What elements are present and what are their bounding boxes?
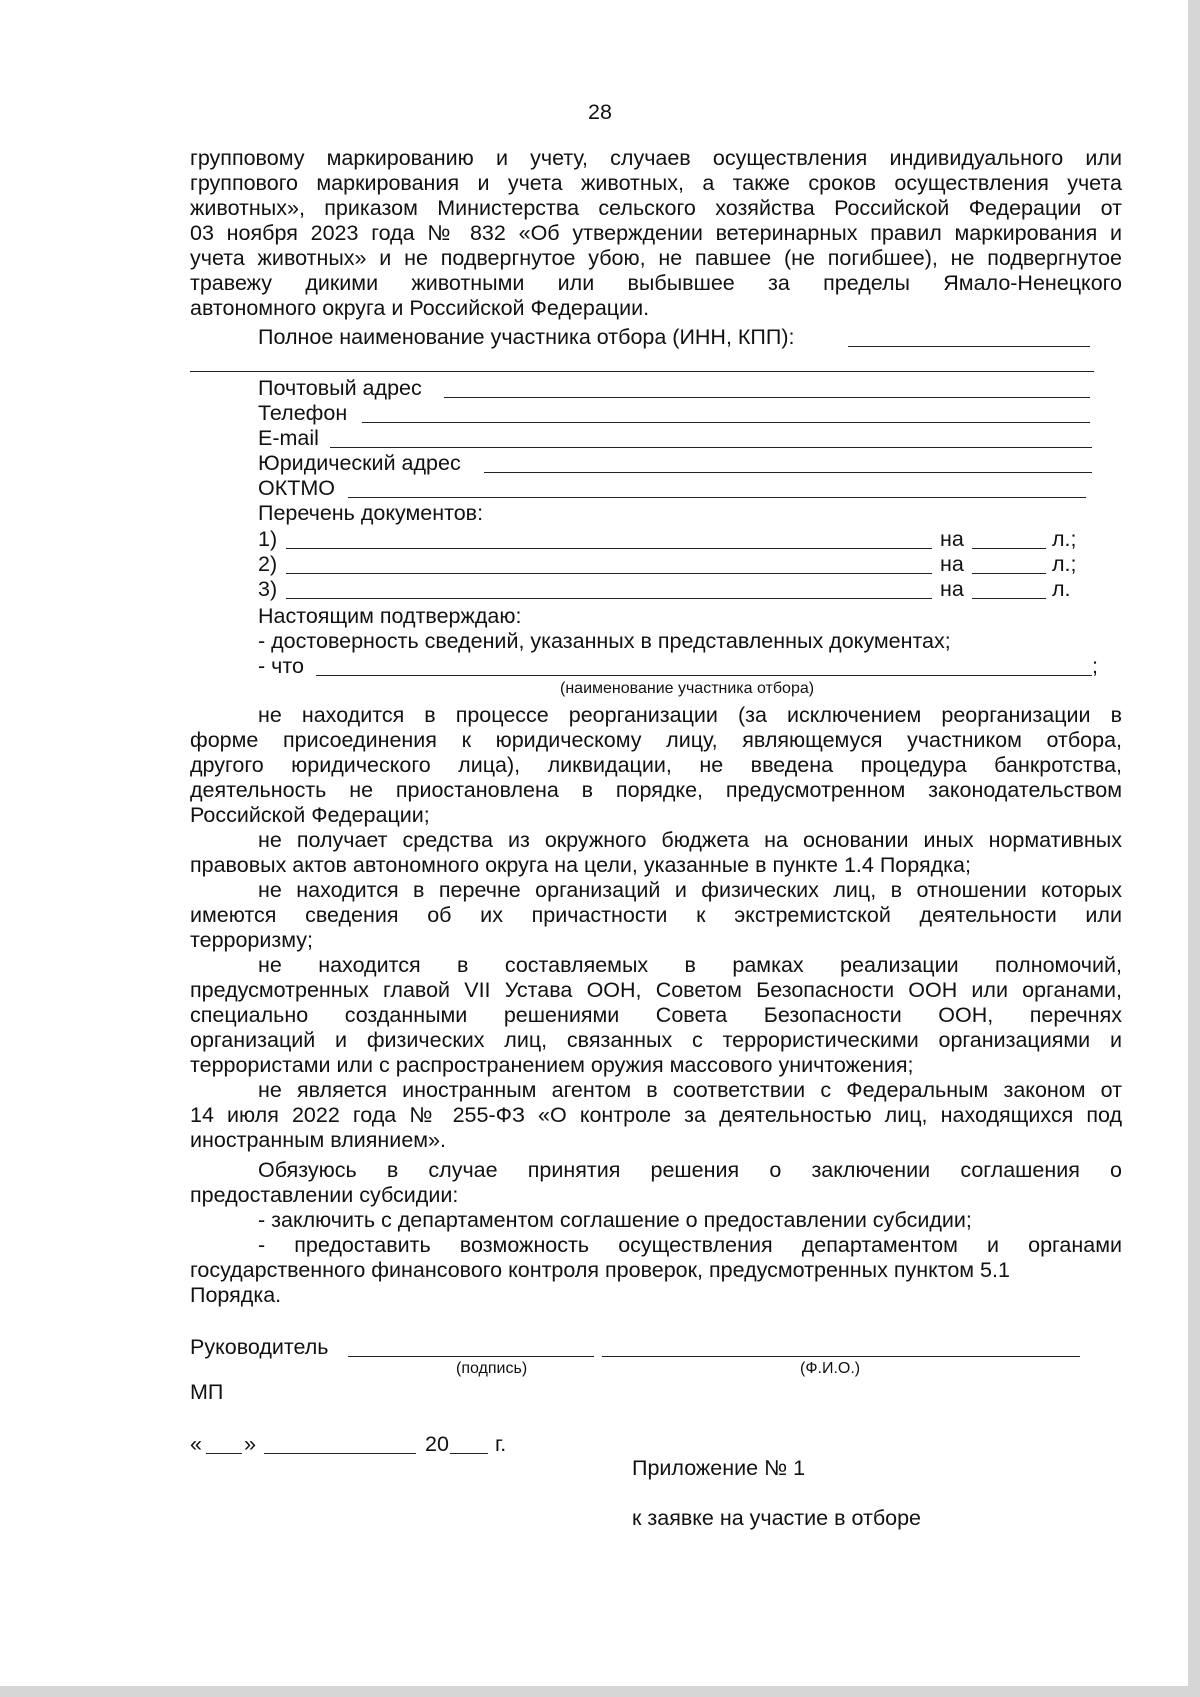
document-2-unit: л.; [1052,552,1077,576]
participant-name-field[interactable] [316,675,1092,676]
text-line: организаций и физических лиц, связанных с террористическими организациями и [190,1028,1122,1052]
confirm-item-end: ; [1092,654,1098,678]
legal-address-label: Юридический адрес [258,451,461,475]
text-line: травежу дикими животными или выбывшее за пределы Ямало-Ненецкого [190,271,1122,295]
document-2-na: на [940,552,964,576]
text-line: предоставлении субсидии: [190,1183,459,1207]
email-label: E-mail [258,426,319,450]
text-line: предусмотренных главой VII Устава ООН, Советом Безопасности ООН или органами, [190,978,1122,1002]
budget-paragraph [190,828,1122,878]
text-line: деятельность не приостановлена в порядке, предусмотренном законодательством [190,778,1122,802]
text-line: - предоставить возможность осуществления департаментом и органами [258,1233,1122,1257]
document-2-pages-field[interactable] [972,573,1046,574]
text-line: террористами или с распространением оружия массового уничтожения; [190,1053,914,1077]
text-line: животных», приказом Министерства сельского хозяйства Российской Федерации от [190,196,1122,220]
appendix-title: Приложение № 1 [632,1456,806,1480]
email-field[interactable] [330,447,1092,448]
text-line: Порядка. [190,1283,282,1307]
document-3-number: 3) [258,577,278,601]
text-line: группового маркирования и учета животных, а также сроков осуществления учета [190,171,1122,195]
document-3-name-field[interactable] [286,598,932,599]
fio-field[interactable] [602,1356,1080,1357]
confirm-label: Настоящим подтверждаю: [258,604,522,628]
obligation-paragraph [190,1158,1122,1208]
text-line: групповому маркированию и учету, случаев осуществления индивидуального или [190,146,1122,170]
un-sanctions-paragraph [190,953,1122,1078]
signature-caption: (подпись) [456,1360,528,1377]
phone-field[interactable] [362,422,1090,423]
date-year-field[interactable] [450,1453,488,1454]
oktmo-field[interactable] [348,497,1086,498]
text-line: не находится в составляемых в рамках реализации полномочий, [258,953,1122,977]
fio-caption: (Ф.И.О.) [800,1360,861,1377]
text-line: правовых актов автономного округа на цели, указанные в пункте 1.4 Порядка; [190,853,971,877]
date-day-field[interactable] [206,1453,242,1454]
postal-address-field[interactable] [444,397,1090,398]
document-1-unit: л.; [1052,527,1077,551]
date-year-prefix: 20 [425,1432,449,1456]
document-3-unit: л. [1052,577,1071,601]
page-number: 28 [588,100,612,124]
reorganization-paragraph [190,703,1122,828]
text-line: другого юридического лица), ликвидации, не введена процедура банкротства, [190,753,1122,777]
document-1-number: 1) [258,527,278,551]
date-month-field[interactable] [264,1453,416,1454]
date-open-quote: « [190,1432,202,1456]
documents-label: Перечень документов: [258,501,484,525]
text-line: 03 ноября 2023 года № 832 «Об утверждении ветеринарных правил маркирования и [190,221,1122,245]
document-1-name-field[interactable] [286,548,932,549]
text-line: не находится в перечне организаций и физических лиц, в отношении которых [258,878,1122,902]
text-line: иностранным влиянием». [190,1128,446,1152]
document-2-name-field[interactable] [286,573,932,574]
text-line: специально созданными решениями Совета Безопасности ООН, перечнях [190,1003,1122,1027]
extremism-paragraph [190,878,1122,953]
postal-label: Почтовый адрес [258,376,422,400]
text-line: терроризму; [190,928,314,952]
text-line: Обязуюсь в случае принятия решения о заключении соглашения о [258,1158,1122,1182]
document-1-pages-field[interactable] [972,548,1046,549]
legal-address-field[interactable] [484,472,1092,473]
page-frame-bottom [0,1686,1200,1697]
text-line: 14 июля 2022 года № 255-ФЗ «О контроле за деятельностью лиц, находящихся под [190,1103,1122,1127]
text-line: не находится в процессе реорганизации (за исключением реорганизации в [258,703,1122,727]
participant-name-caption: (наименование участника отбора) [560,680,815,697]
text-line: форме присоединения к юридическому лицу, являющемуся участником отбора, [190,728,1122,752]
confirm-item-that: - что [258,654,304,678]
text-line: имеются сведения об их причастности к экстремистской деятельности или [190,903,1122,927]
full-name-field-continued[interactable] [190,371,1094,372]
document-3-na: на [940,577,964,601]
text-line: не получает средства из окружного бюджета на основании иных нормативных [258,828,1122,852]
signature-field[interactable] [348,1356,594,1357]
intro-paragraph [190,146,1122,321]
full-name-field[interactable] [848,346,1090,347]
inspection-paragraph [190,1233,1122,1308]
page-frame-right [1188,0,1200,1697]
conclude-agreement-item: - заключить с департаментом соглашение о предоставлении субсидии; [258,1208,972,1232]
text-line: автономного округа и Российской Федерации. [190,296,650,320]
oktmo-label: ОКТМО [258,476,336,500]
head-label: Руководитель [190,1335,329,1359]
phone-label: Телефон [258,401,348,425]
text-line: учета животных» и не подвергнутое убою, не павшее (не погибшее), не подвергнутое [190,246,1122,270]
document-2-number: 2) [258,552,278,576]
date-year-suffix: г. [495,1432,507,1456]
document-3-pages-field[interactable] [972,598,1046,599]
text-line: не является иностранным агентом в соответствии с Федеральным законом от [258,1078,1122,1102]
text-line: государственного финансового контроля проверок, предусмотренных пунктом 5.1 [190,1258,1010,1282]
confirm-item-accuracy: - достоверность сведений, указанных в представленных документах; [258,629,951,653]
text-line: Российской Федерации; [190,803,430,827]
foreign-agent-paragraph [190,1078,1122,1153]
appendix-subtitle: к заявке на участие в отборе [632,1506,922,1530]
stamp-label: МП [190,1380,224,1404]
full-name-label: Полное наименование участника отбора (ИНН, КПП): [258,325,795,349]
date-close-quote: » [244,1432,256,1456]
document-1-na: на [940,527,964,551]
